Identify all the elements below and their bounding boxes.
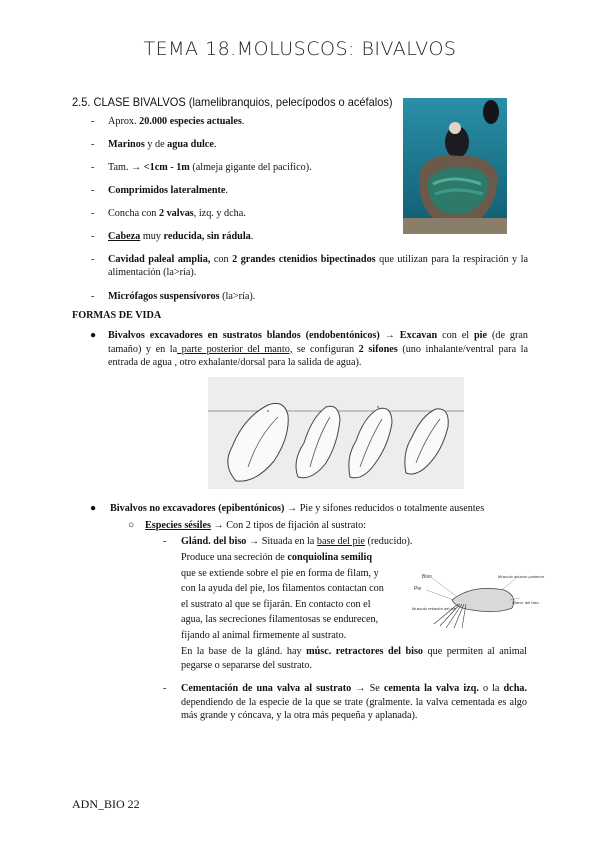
list-item: Marinos y de agua dulce.: [108, 139, 217, 150]
footer: ADN_BIO 22: [72, 797, 140, 811]
page-title: TEMA 18.MOLUSCOS: BIVALVOS: [143, 38, 457, 60]
biso-line: Glánd. del biso → Situada en la base del pie (reducido).: [181, 536, 413, 547]
list-item: Tam. → <1cm - 1m (almeja gigante del pacifico).: [108, 162, 312, 173]
sesiles-line: Especies sésiles → Con 2 tipos de fijación al sustrato:: [145, 520, 366, 531]
cementacion-paragraph: Cementación de una valva al sustrato → Se cementa la valva izq. o la dcha. dependiendo de la especie de la que se trate (gralmente. la valva cementada es algo más grande y cóncava, y la otra más pequeña y aplanada).: [181, 683, 528, 722]
excavadores-paragraph: Bivalvos excavadores en sustratos blandos (endobentónicos) → Excavan con el pie (de gran tamaño) y en la parte posterior del manto, se configuran 2 sifones (uno inhalante/ventral para la entrada de agua , otro exhalante/dorsal para la salida de agua).: [108, 330, 528, 369]
retractores-paragraph: En la base de la glánd. hay músc. retractores del biso que permiten al animal pegarse o separarse del sustrato.: [181, 646, 527, 671]
fig2-label: Gland. del biso: [512, 600, 539, 605]
biso-paragraph: Produce una secreción de conquiolina semiliq que se extiende sobre el pie en forma de filam, y con la ayuda del pie, los filamentos contactan con el sustrato al que se fijarán. En contacto con el agua, las secreciones filamentosas se endurecen, fijando al animal firmemente al sustrato.: [181, 552, 384, 641]
no-excavadores-line: Bivalvos no excavadores (epibentónicos) → Pie y sifones reducidos o totalmente ausentes: [110, 503, 485, 514]
list-item: Concha con 2 valvas, izq. y dcha.: [108, 208, 246, 219]
list-item: Aprox. 20.000 especies actuales.: [108, 116, 245, 127]
list-item: Cavidad paleal amplia, con 2 grandes ctenidios bipectinados que utilizan para la respiración y la alimentación (la>ría).: [108, 254, 528, 278]
giant-clam-photo: [403, 98, 507, 234]
circle-bullet: ○: [128, 520, 135, 531]
fig2-label: Pie: [414, 586, 422, 592]
bullet-dot: ●: [90, 503, 97, 514]
bullet-dot: ●: [90, 330, 97, 341]
section-title: 2.5. CLASE BIVALVOS (lamelibranquios, pelecípodos o acéfalos): [72, 95, 393, 109]
byssus-figure: [412, 570, 545, 632]
fig2-label: Biso: [422, 574, 432, 580]
formas-heading: FORMAS DE VIDA: [72, 310, 162, 321]
list-item: Comprimidos lateralmente.: [108, 185, 228, 196]
list-item: Cabeza muy reducida, sin rádula.: [108, 231, 254, 242]
fig2-label: Músculo retractor del pie: [412, 606, 456, 611]
burrowing-figure: [208, 377, 464, 489]
fig2-label: Músculo aductor posterior: [498, 574, 545, 579]
list-item: Micrófagos suspensívoros (la>ría).: [108, 291, 256, 302]
